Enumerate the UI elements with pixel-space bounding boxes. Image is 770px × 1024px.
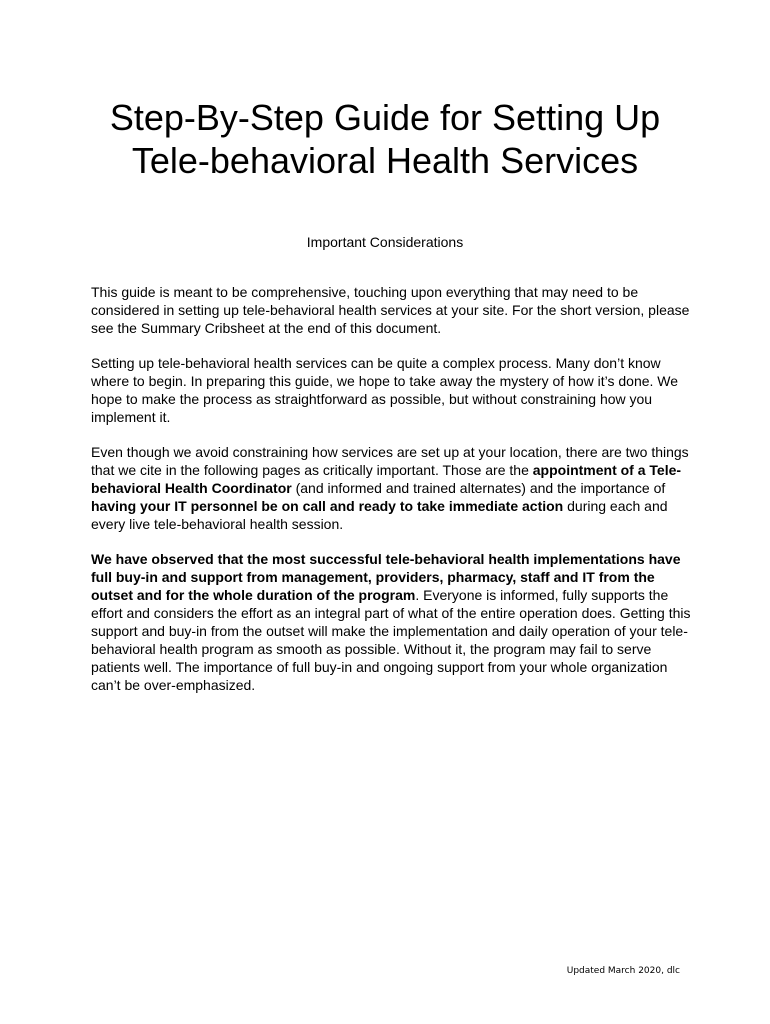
paragraph-3: [91, 443, 691, 533]
paragraph-3-text-3: during each and every live tele-behavioral health session.: [91, 498, 668, 532]
paragraph-3-bold-1: appointment of a Tele-behavioral Health Coordinator: [91, 462, 682, 496]
title-line-2: Tele-behavioral Health Services: [131, 140, 639, 181]
section-subtitle: Important Considerations: [306, 234, 464, 250]
paragraph-2: Setting up tele-behavioral health services can be quite a complex process. Many don’t know where to begin. In preparing this guide, we hope to take away the mystery of how it’s done. We hope to make the process as straightforward as possible, but without constraining how you implement it.: [91, 355, 679, 425]
paragraph-3-text-2: (and informed and trained alternates) and the importance of: [291, 480, 666, 496]
document-title: [40, 96, 730, 182]
updated-footer: Updated March 2020, dlc: [566, 966, 680, 976]
title-line-1: Step-By-Step Guide for Setting Up: [109, 97, 661, 138]
paragraph-4: [91, 550, 691, 694]
paragraph-1: This guide is meant to be comprehensive, touching upon everything that may need to be considered in setting up tele-behavioral health services at your site. For the short version, please see the Summary Cribsheet at the end of this document.: [91, 284, 690, 336]
paragraph-4-bold-1: We have observed that the most successful tele-behavioral health implementations have full buy-in and support from management, providers, pharmacy, staff and IT from the outset and for the whole duration of the program: [91, 551, 681, 603]
paragraph-3-text-1: Even though we avoid constraining how services are set up at your location, there are two things that we cite in the following pages as critically important. Those are the: [91, 444, 689, 478]
paragraph-4-text-1: . Everyone is informed, fully supports the effort and considers the effort as an integral part of what of the entire operation does. Getting this support and buy-in from the outset will make the implementation and daily operation of your tele-behavioral health program as smooth as possible. Without it, the program may fail to serve patients well. The importance of full buy-in and ongoing support from your whole organization can’t be over-emphasized.: [91, 587, 691, 693]
paragraph-3-bold-2: having your IT personnel be on call and ready to take immediate action: [91, 498, 564, 514]
document-body: [91, 283, 691, 711]
